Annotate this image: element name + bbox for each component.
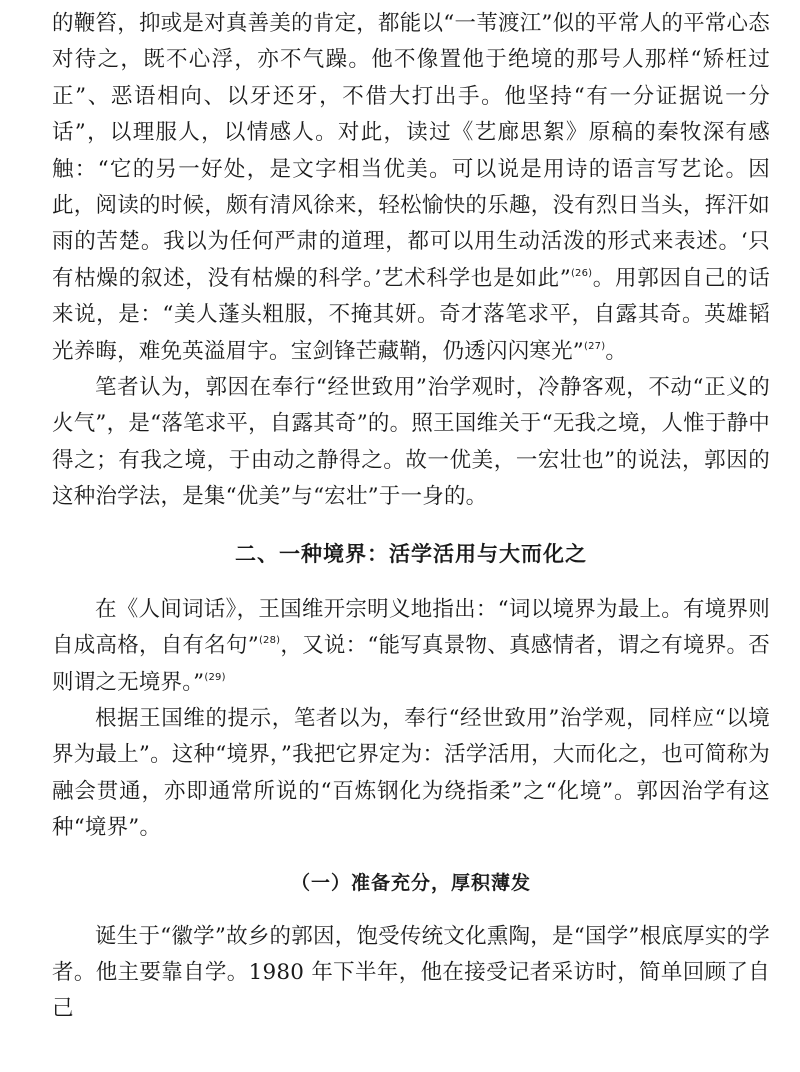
paragraph-huixue: 诞生于“徽学”故乡的郭因，饱受传统文化熏陶，是“国学”根底厚实的学者。他主要靠自学。1980 年下半年，他在接受记者采访时，简单回顾了自己 — [52, 923, 770, 1022]
footnote-ref[interactable]: (26) — [570, 267, 593, 279]
paragraph-text: 在《人间词话》，王国维开宗明义地指出：“词以境界为最上。有境界则自成高格，自有名句” — [52, 596, 770, 659]
paragraph-continuation — [52, 6, 770, 370]
document-page — [52, 0, 770, 1028]
footnote-ref[interactable]: (27) — [584, 340, 606, 352]
paragraph-text: 的鞭笞，抑或是对真善美的肯定，都能以“一苇渡江”似的平常人的平常心态对待之，既不心浮，亦不气躁。他不像置他于绝境的那号人那样“矫枉过正”、恶语相向、以牙还牙，不借大打出手。他坚持“有一分证据说一分话”，以理服人，以情感人。对此，读过《艺廊思絮》原稿的秦牧深有感触：“它的另一好处，是文字相当优美。可以说是用诗的语言写艺论。因此，阅读的时候，颇有清风徐来，轻松愉快的乐趣，没有烈日当头，挥汗如雨的苦楚。我以为任何严肃的道理，都可以用生动活泼的形式来表述。‘只有枯燥的叙述，没有枯燥的科学。’艺术科学也是如此” — [52, 11, 770, 291]
paragraph-author-view: 笔者认为，郭因在奉行“经世致用”治学观时，冷静客观，不动“正义的火气”，是“落笔求平，自露其奇”的。照王国维关于“无我之境，人惟于静中得之；有我之境，于由动之静得之。故一优美，一宏壮也”的说法，郭因的这种治学法，是集“优美”与“宏壮”于一身的。 — [52, 375, 770, 510]
paragraph-renjian-cihua — [52, 592, 770, 701]
subsection-heading: （一）准备充分，厚积薄发 — [290, 871, 531, 894]
section-heading: 二、一种境界：活学活用与大而化之 — [235, 541, 587, 566]
paragraph-text: 。用郭因自己的话来说，是：“美人蓬头粗服，不掩其妍。奇才落笔求平，自露其奇。英雄韬光养晦，难免英溢眉宇。宝剑锋芒藏鞘，仍透闪闪寒光” — [52, 265, 771, 364]
footnote-ref[interactable]: (29) — [204, 671, 226, 683]
paragraph-jingjie: 根据王国维的提示，笔者以为，奉行“经世致用”治学观，同样应“以境界为最上”。这种“境界，”我把它界定为：活学活用，大而化之，也可简称为融会贯通，亦即通常所说的“百炼钢化为绕指柔”之“化境”。郭因治学有这种“境界”。 — [52, 705, 770, 841]
paragraph-text: 。 — [605, 338, 628, 364]
paragraph-text: ，又说：“能写真景物、真感情者，谓之有境界。否则谓之无境界。” — [52, 633, 770, 695]
footnote-ref[interactable]: (28) — [258, 635, 281, 647]
